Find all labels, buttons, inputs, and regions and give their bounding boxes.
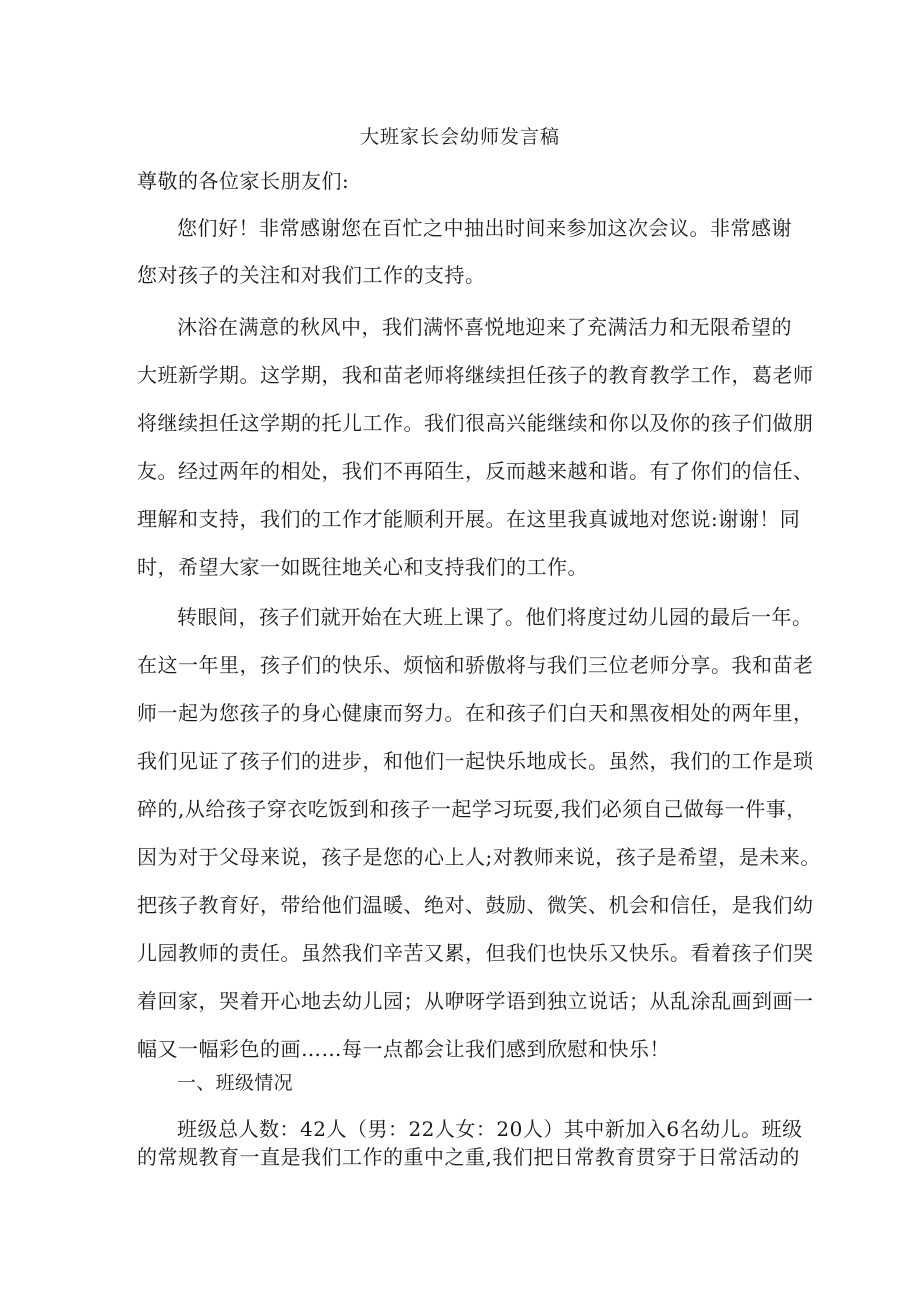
paragraph-line: 转眼间，孩子们就开始在大班上课了。他们将度过幼儿园的最后一年。 [177, 605, 813, 629]
salutation: 尊敬的各位家长朋友们: [137, 169, 350, 193]
paragraph-line: 师一起为您孩子的身心健康而努力。在和孩子们白天和黑夜相处的两年里， [137, 701, 814, 725]
paragraph-line: 的常规教育一直是我们工作的重中之重,我们把日常教育贯穿于日常活动的 [137, 1145, 800, 1169]
paragraph-line: 把孩子教育好，带给他们温暖、绝对、鼓励、微笑、机会和信任，是我们幼 [137, 893, 814, 917]
paragraph-line: 您对孩子的关注和对我们工作的支持。 [137, 263, 486, 287]
section-heading: 一、班级情况 [177, 1072, 293, 1094]
paragraph-line: 碎的,从给孩子穿衣吃饭到和孩子一起学习玩耍,我们必须自己做每一件事， [137, 797, 807, 821]
paragraph-line: 将继续担任这学期的托儿工作。我们很高兴能继续和你以及你的孩子们做朋 [137, 411, 814, 435]
paragraph-line: 在这一年里，孩子们的快乐、烦恼和骄傲将与我们三位老师分享。我和苗老 [137, 653, 814, 677]
paragraph-line: 因为对于父母来说，孩子是您的心上人;对教师来说，孩子是希望，是未来。 [137, 845, 821, 869]
paragraph-line: 理解和支持，我们的工作才能顺利开展。在这里我真诚地对您说:谢谢！同 [137, 507, 801, 531]
paragraph-line: 沐浴在满意的秋风中，我们满怀喜悦地迎来了充满活力和无限希望的 [177, 315, 792, 339]
paragraph-line: 时，希望大家一如既往地关心和支持我们的工作。 [137, 555, 588, 579]
paragraph-line: 班级总人数：42人（男：22人女：20人）其中新加入6名幼儿。班级 [177, 1117, 803, 1141]
paragraph-line: 大班新学期。这学期，我和苗老师将继续担任孩子的教育教学工作，葛老师 [137, 363, 814, 387]
paragraph-line: 幅又一幅彩色的画……每一点都会让我们感到欣慰和快乐！ [137, 1037, 670, 1061]
paragraph-line: 着回家，哭着开心地去幼儿园；从咿呀学语到独立说话；从乱涂乱画到画一 [137, 989, 814, 1013]
paragraph-line: 友。经过两年的相处，我们不再陌生，反而越来越和谐。有了你们的信任、 [137, 459, 814, 483]
paragraph-line: 儿园教师的责任。虽然我们辛苦又累，但我们也快乐又快乐。看着孩子们哭 [137, 941, 814, 965]
paragraph-line: 我们见证了孩子们的进步，和他们一起快乐地成长。虽然，我们的工作是琐 [137, 749, 814, 773]
paragraph-line: 您们好！非常感谢您在百忙之中抽出时间来参加这次会议。非常感谢 [177, 216, 792, 240]
document-title: 大班家长会幼师发言稿 [359, 126, 560, 148]
